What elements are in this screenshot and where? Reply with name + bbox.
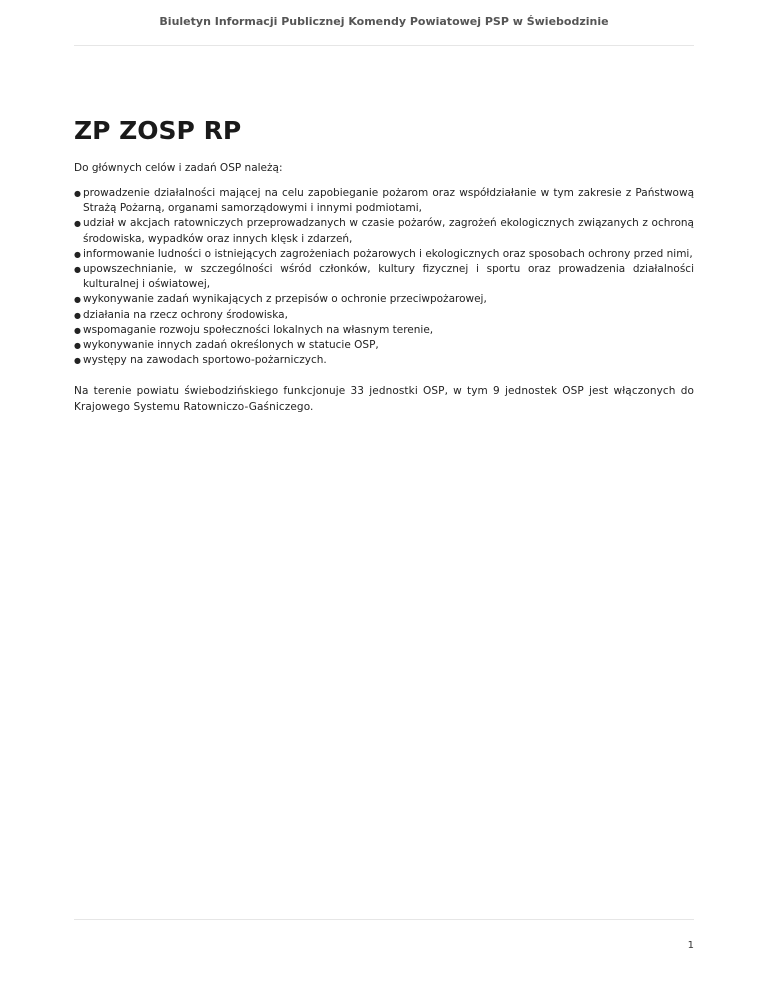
goals-list bbox=[74, 186, 694, 368]
article-content bbox=[74, 114, 694, 415]
header-divider bbox=[74, 45, 694, 46]
list-item bbox=[74, 338, 694, 353]
intro-text: Do głównych celów i zadań OSP należą: bbox=[74, 162, 283, 174]
list-item-text: występy na zawodach sportowo-pożarniczych. bbox=[83, 354, 327, 367]
bullet-icon: ● bbox=[74, 310, 81, 320]
list-item bbox=[74, 247, 694, 262]
list-item bbox=[74, 308, 694, 323]
list-item bbox=[74, 262, 694, 292]
bullet-icon: ● bbox=[74, 249, 81, 259]
list-item-text: prowadzenie działalności mającej na celu zapobieganie pożarom oraz współdziałanie w tym zakresie z Państwową Strażą Pożarną, organami samorządowymi i innymi podmiotami, bbox=[83, 187, 694, 215]
bullet-icon: ● bbox=[74, 219, 81, 229]
list-item-text: wykonywanie innych zadań określonych w statucie OSP, bbox=[83, 339, 379, 352]
list-item-text: wspomaganie rozwoju społeczności lokalnych na własnym terenie, bbox=[83, 323, 434, 336]
list-item-text: udział w akcjach ratowniczych przeprowadzanych w czasie pożarów, zagrożeń ekologicznych związanych z ochroną środowiska, wypadków oraz innych klęsk i zdarzeń, bbox=[83, 217, 694, 245]
list-item bbox=[74, 323, 694, 338]
list-item bbox=[74, 216, 694, 246]
list-item bbox=[74, 186, 694, 216]
bullet-icon: ● bbox=[74, 265, 81, 275]
page-title: ZP ZOSP RP bbox=[74, 116, 242, 145]
bullet-icon: ● bbox=[74, 295, 81, 305]
list-item-text: informowanie ludności o istniejących zagrożeniach pożarowych i ekologicznych oraz sposobach ochrony przed nimi, bbox=[83, 247, 693, 260]
bullet-icon: ● bbox=[74, 189, 81, 198]
bullet-icon: ● bbox=[74, 356, 81, 366]
summary-text: Na terenie powiatu świebodzińskiego funkcjonuje 33 jednostki OSP, w tym 9 jednostek OSP jest włączonych do Krajowego Systemu Ratowniczo-Gaśniczego. bbox=[74, 385, 694, 414]
list-item bbox=[74, 292, 694, 307]
footer-divider bbox=[74, 919, 694, 920]
bullet-icon: ● bbox=[74, 341, 81, 351]
page-header: Biuletyn Informacji Publicznej Komendy Powiatowej PSP w Świebodzinie bbox=[159, 15, 609, 28]
list-item bbox=[74, 353, 694, 368]
bullet-icon: ● bbox=[74, 325, 81, 335]
list-item-text: wykonywanie zadań wynikających z przepisów o ochronie przeciwpożarowej, bbox=[83, 293, 487, 306]
page-number: 1 bbox=[687, 940, 694, 951]
list-item-text: upowszechnianie, w szczególności wśród członków, kultury fizycznej i sportu oraz prowadzenia działalności kulturalnej i oświatowej, bbox=[83, 263, 694, 291]
list-item-text: działania na rzecz ochrony środowiska, bbox=[83, 308, 288, 321]
